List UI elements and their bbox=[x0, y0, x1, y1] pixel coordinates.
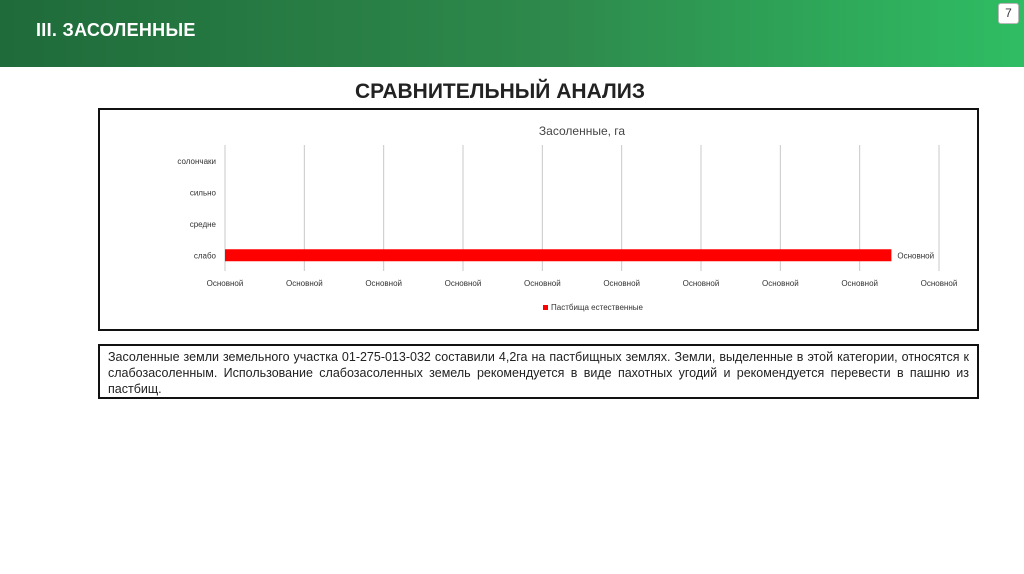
y-category-label: средне bbox=[189, 219, 216, 229]
y-category-label: слабо bbox=[193, 251, 216, 261]
slide-title: СРАВНИТЕЛЬНЫЙ АНАЛИЗ bbox=[355, 80, 645, 103]
note-box bbox=[98, 344, 979, 399]
y-category-label: солончаки bbox=[177, 156, 216, 166]
x-tick-label: Основной bbox=[603, 279, 641, 288]
x-tick-label: Основной bbox=[841, 279, 879, 288]
x-tick-label: Основной bbox=[761, 279, 799, 288]
bar-chart bbox=[100, 110, 977, 329]
chart-title: Засоленные, га bbox=[538, 124, 626, 138]
chart-frame bbox=[98, 108, 979, 331]
bar-data-label: Основной bbox=[897, 251, 935, 261]
page-number-badge: 7 bbox=[998, 3, 1019, 24]
x-tick-label: Основной bbox=[682, 279, 720, 288]
y-category-label: сильно bbox=[189, 188, 216, 198]
header-band bbox=[0, 0, 1024, 67]
bar-слабо bbox=[225, 249, 891, 261]
x-tick-label: Основной bbox=[206, 279, 244, 288]
x-tick-label: Основной bbox=[444, 279, 482, 288]
x-tick-label: Основной bbox=[920, 279, 958, 288]
legend-swatch bbox=[543, 305, 548, 310]
x-tick-label: Основной bbox=[285, 279, 323, 288]
x-tick-label: Основной bbox=[523, 279, 561, 288]
legend-label: Пастбища естественные bbox=[551, 303, 643, 312]
section-title: III. ЗАСОЛЕННЫЕ bbox=[36, 20, 196, 40]
note-text: Засоленные земли земельного участка 01-275-013-032 составили 4,2га на пастбищных землях. Земли, выделенные в этой категории, относятся к слабозасоленным. Использование слабозасоленных земель рекомендуется в виде пахотных угодий и рекомендуется перевести в пашню из пастбищ. bbox=[108, 350, 969, 396]
x-tick-label: Основной bbox=[365, 279, 403, 288]
